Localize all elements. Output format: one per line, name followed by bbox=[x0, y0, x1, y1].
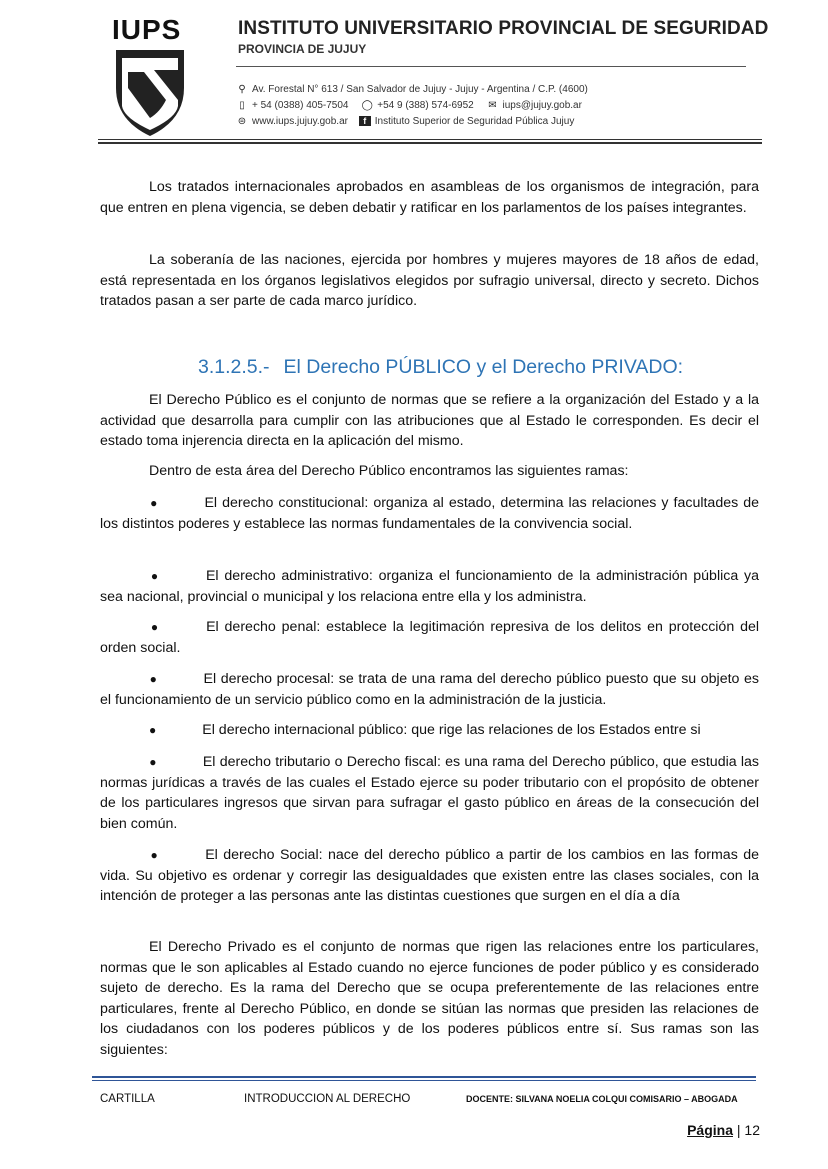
phone-text: + 54 (0388) 405-7504 bbox=[252, 100, 349, 111]
contact-web bbox=[236, 116, 574, 127]
address-text: Av. Forestal N° 613 / San Salvador de Jujuy - Jujuy - Argentina / C.P. (4600) bbox=[252, 84, 588, 95]
paragraph-ramas-intro: Dentro de esta área del Derecho Público encontramos las siguientes ramas: bbox=[149, 463, 629, 479]
facebook-icon: f bbox=[359, 116, 371, 126]
header-rule-thin bbox=[98, 139, 762, 140]
list-item-text: El derecho tributario o Derecho fiscal: es una rama del Derecho público, que estudia las normas jurídicas a través de las cuales el Estado ejerce su poder tributario con el propósito de obtener de los particulares ingresos que sirvan para sufragar el gasto público en áreas de la consecución del bien común. bbox=[100, 754, 760, 832]
page-number bbox=[687, 1122, 760, 1138]
list-item-text: El derecho Social: nace del derecho público a partir de los cambios en las formas de vida. Su objetivo es ordenar y corregir las desigualdades que existen entre las clases sociales, con la intención de proteger a las personas ante las distintas cuestiones que surgen en el día a día bbox=[100, 847, 759, 904]
paragraph-tratados: Los tratados internacionales aprobados en asambleas de los organismos de integración, para que entren en plena vigencia, se deben debatir y ratificar en los parlamentos de los países integrantes. bbox=[100, 179, 759, 216]
phone-icon: ▯ bbox=[239, 100, 245, 111]
page-label: Página bbox=[687, 1122, 733, 1138]
paragraph-soberania: La soberanía de las naciones, ejercida por hombres y mujeres mayores de 18 años de edad, está representada en los órganos legislativos elegidos por sufragio universal, directo y secreto. Dichos tratados pasan a ser parte de cada marco jurídico. bbox=[100, 252, 759, 309]
page-separator: | bbox=[736, 1122, 741, 1138]
bullet-icon: ● bbox=[149, 569, 160, 583]
list-item bbox=[100, 720, 759, 741]
list-item-text: El derecho administrativo: organiza el funcionamiento de la administración pública ya sea nacional, provincial o municipal y los relaciona entre ella y los administra. bbox=[100, 568, 760, 605]
bullet-icon: ● bbox=[149, 496, 159, 510]
list-item bbox=[100, 845, 759, 907]
logo-shield-icon bbox=[114, 48, 186, 138]
footer-rule-thin bbox=[92, 1080, 756, 1081]
logo-text: IUPS bbox=[112, 14, 182, 45]
footer-docente: DOCENTE: SILVANA NOELIA COLQUI COMISARIO – ABOGADA bbox=[466, 1094, 738, 1104]
institution-province: PROVINCIA DE JUJUY bbox=[238, 42, 367, 56]
list-item bbox=[100, 493, 759, 534]
bullet-icon: ● bbox=[149, 755, 157, 769]
contact-address bbox=[236, 84, 588, 95]
header-rule-thick bbox=[98, 142, 762, 144]
list-item bbox=[100, 669, 759, 710]
list-item bbox=[100, 752, 759, 834]
facebook-text: Instituto Superior de Seguridad Pública Jujuy bbox=[374, 116, 575, 127]
mail-icon: ✉ bbox=[488, 100, 497, 111]
bullet-icon: ● bbox=[149, 620, 161, 634]
list-item-text: El derecho internacional público: que rige las relaciones de los Estados entre si bbox=[202, 722, 701, 738]
contact-phones bbox=[236, 100, 582, 111]
web-icon: ⊜ bbox=[237, 116, 247, 127]
institution-title: INSTITUTO UNIVERSITARIO PROVINCIAL DE SEGURIDAD bbox=[238, 18, 769, 39]
heading-text: El Derecho PÚBLICO y el Derecho PRIVADO: bbox=[283, 356, 684, 378]
list-item-text: El derecho penal: establece la legitimación represiva de los delitos en protección del orden social. bbox=[100, 619, 760, 656]
paragraph-derecho-privado: El Derecho Privado es el conjunto de normas que rigen las relaciones entre los particulares, normas que le son aplicables al Estado cuando no ejerce funciones de poder público y es considerado sujeto de derecho. Es la rama del Derecho que se ocupa preferentemente de las relaciones entre particulares, frente al Derecho Público, en donde se sitúan las normas que presiden las relaciones de los ciudadanos con los poderes públicos y de los poderes públicos entre sí. Sus ramas son las siguientes: bbox=[100, 939, 759, 1058]
whatsapp-icon: ◯ bbox=[361, 100, 373, 111]
list-item-text: El derecho procesal: se trata de una rama del derecho público puesto que su objeto es el funcionamiento de un servicio público como en la administración de la justicia. bbox=[100, 671, 759, 708]
bullet-icon: ● bbox=[149, 672, 158, 686]
section-heading bbox=[198, 356, 683, 379]
header-divider bbox=[236, 66, 746, 67]
heading-number: 3.1.2.5.- bbox=[198, 356, 270, 378]
website-text: www.iups.jujuy.gob.ar bbox=[252, 116, 348, 127]
page-number-value: 12 bbox=[744, 1122, 760, 1138]
footer-cartilla: CARTILLA bbox=[100, 1093, 155, 1105]
footer-subject: INTRODUCCION AL DERECHO bbox=[244, 1093, 411, 1105]
bullet-icon: ● bbox=[149, 723, 157, 737]
whatsapp-text: +54 9 (388) 574-6952 bbox=[377, 100, 474, 111]
footer-rule-thick bbox=[92, 1076, 756, 1078]
location-pin-icon: ⚲ bbox=[238, 84, 246, 95]
email-text: iups@jujuy.gob.ar bbox=[502, 100, 582, 111]
list-item bbox=[100, 566, 759, 607]
list-item-text: El derecho constitucional: organiza al estado, determina las relaciones y facultades de los distintos poderes y establece las normas fundamentales de la convivencia social. bbox=[100, 495, 759, 532]
bullet-icon: ● bbox=[149, 848, 160, 862]
paragraph-derecho-publico: El Derecho Público es el conjunto de normas que se refiere a la organización del Estado y a la actividad que desarrolla para cumplir con las atribuciones que al Estado le corresponden. Es decir el estado toma injerencia directa en la aplicación del mismo. bbox=[100, 392, 759, 449]
list-item bbox=[100, 617, 759, 658]
